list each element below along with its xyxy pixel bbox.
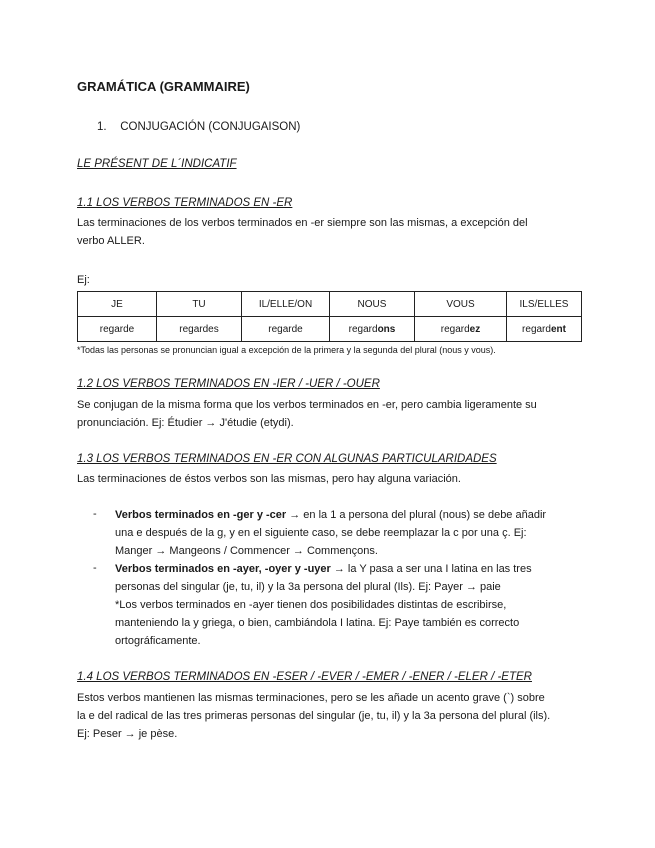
verb-stem: regard [522, 323, 551, 335]
table-header-cell: IL/ELLE/ON [242, 292, 330, 317]
verb-stem: regarde [268, 323, 303, 335]
verb-ending: ons [377, 323, 396, 335]
tense-heading: LE PRÉSENT DE L´INDICATIF [77, 158, 237, 170]
bullet-line [115, 560, 575, 578]
conjugation-table [77, 291, 582, 342]
table-header-cell: TU [157, 292, 242, 317]
verb-ending: ez [469, 323, 481, 335]
table-cell [330, 317, 415, 342]
paragraph-line: Ej: Peser → je pèse. [77, 728, 178, 740]
section-heading [97, 121, 300, 133]
section-title: CONJUGACIÓN (CONJUGAISON) [120, 121, 301, 133]
bullet-line [115, 506, 575, 524]
verb-stem: regard [348, 323, 378, 335]
subsection-heading-1-3: 1.3 LOS VERBOS TERMINADOS EN -ER CON ALGUNAS PARTICULARIDADES [77, 453, 497, 465]
bullet-text: → en la 1 a persona del plural (nous) se debe añadir [286, 509, 547, 521]
page-title: GRAMÁTICA (GRAMMAIRE) [77, 79, 250, 94]
verb-stem: regardes [179, 323, 219, 335]
paragraph-line: pronunciación. Ej: Étudier → J'étudie (etydi). [77, 417, 294, 429]
table-footnote: *Todas las personas se pronuncian igual a excepción de la primera y la segunda del plural (nous y vous). [77, 345, 496, 355]
bullet-line: manteniendo la y griega, o bien, cambiándola I latina. Ej: Paye también es correcto [115, 617, 520, 629]
table-cell [507, 317, 582, 342]
bullet-bold-lead: Verbos terminados en -ayer, -oyer y -uyer [115, 563, 331, 575]
paragraph-line: verbo ALLER. [77, 235, 145, 247]
paragraph-1-1 [77, 214, 587, 250]
bullet-line: *Los verbos terminados en -ayer tienen dos posibilidades distintas de escribirse, [115, 599, 507, 611]
subsection-heading-1-2: 1.2 LOS VERBOS TERMINADOS EN -IER / -UER / -OUER [77, 378, 380, 390]
example-label: Ej: [77, 274, 90, 286]
bullet-marker: - [93, 508, 97, 520]
bullet-line: Manger → Mangeons / Commencer → Commençons. [115, 545, 378, 557]
paragraph-line: Se conjugan de la misma forma que los verbos terminados en -er, pero cambia ligeramente su [77, 399, 537, 411]
table-header-cell: JE [78, 292, 157, 317]
verb-stem: regarde [99, 323, 135, 335]
table-cell [415, 317, 507, 342]
subsection-heading-1-1: 1.1 LOS VERBOS TERMINADOS EN -ER [77, 197, 293, 209]
table-header-row [78, 292, 582, 317]
paragraph-line: Estos verbos mantienen las mismas terminaciones, pero se les añade un acento grave (`) sobre [77, 692, 545, 704]
bullet-marker: - [93, 562, 97, 574]
table-header-cell: NOUS [330, 292, 415, 317]
paragraph-1-3: Las terminaciones de éstos verbos son las mismas, pero hay alguna variación. [77, 473, 461, 485]
bullet-text: → la Y pasa a ser una I latina en las tres [330, 563, 532, 575]
bullet-line: una e después de la g, y en el siguiente caso, se debe reemplazar la c por una ç. Ej: [115, 527, 527, 539]
paragraph-line: la e del radical de las tres primeras personas del singular (je, tu, il) y la 3a persona del plural (ils). [77, 710, 551, 722]
bullet-line: personas del singular (je, tu, il) y la 3a persona del plural (Ils). Ej: Payer → paie [115, 581, 501, 593]
section-number: 1. [97, 121, 107, 133]
table-header-cell: VOUS [415, 292, 507, 317]
verb-ending: ent [550, 323, 566, 335]
paragraph-1-4 [77, 689, 587, 743]
table-cell [157, 317, 242, 342]
bullet-line: ortográficamente. [115, 635, 201, 647]
table-header-cell: ILS/ELLES [507, 292, 582, 317]
bullet-item-ger-cer [115, 506, 575, 560]
subsection-heading-1-4: 1.4 LOS VERBOS TERMINADOS EN -ESER / -EVER / -EMER / -ENER / -ELER / -ETER [77, 671, 532, 683]
table-cell [78, 317, 157, 342]
verb-stem: regard [440, 323, 470, 335]
paragraph-1-2 [77, 396, 587, 432]
paragraph-line: Las terminaciones de los verbos terminados en -er siempre son las mismas, a excepción del [77, 217, 528, 229]
table-row [78, 317, 582, 342]
bullet-item-ayer-oyer-uyer [115, 560, 575, 650]
bullet-bold-lead: Verbos terminados en -ger y -cer [115, 509, 287, 521]
table-cell [242, 317, 330, 342]
